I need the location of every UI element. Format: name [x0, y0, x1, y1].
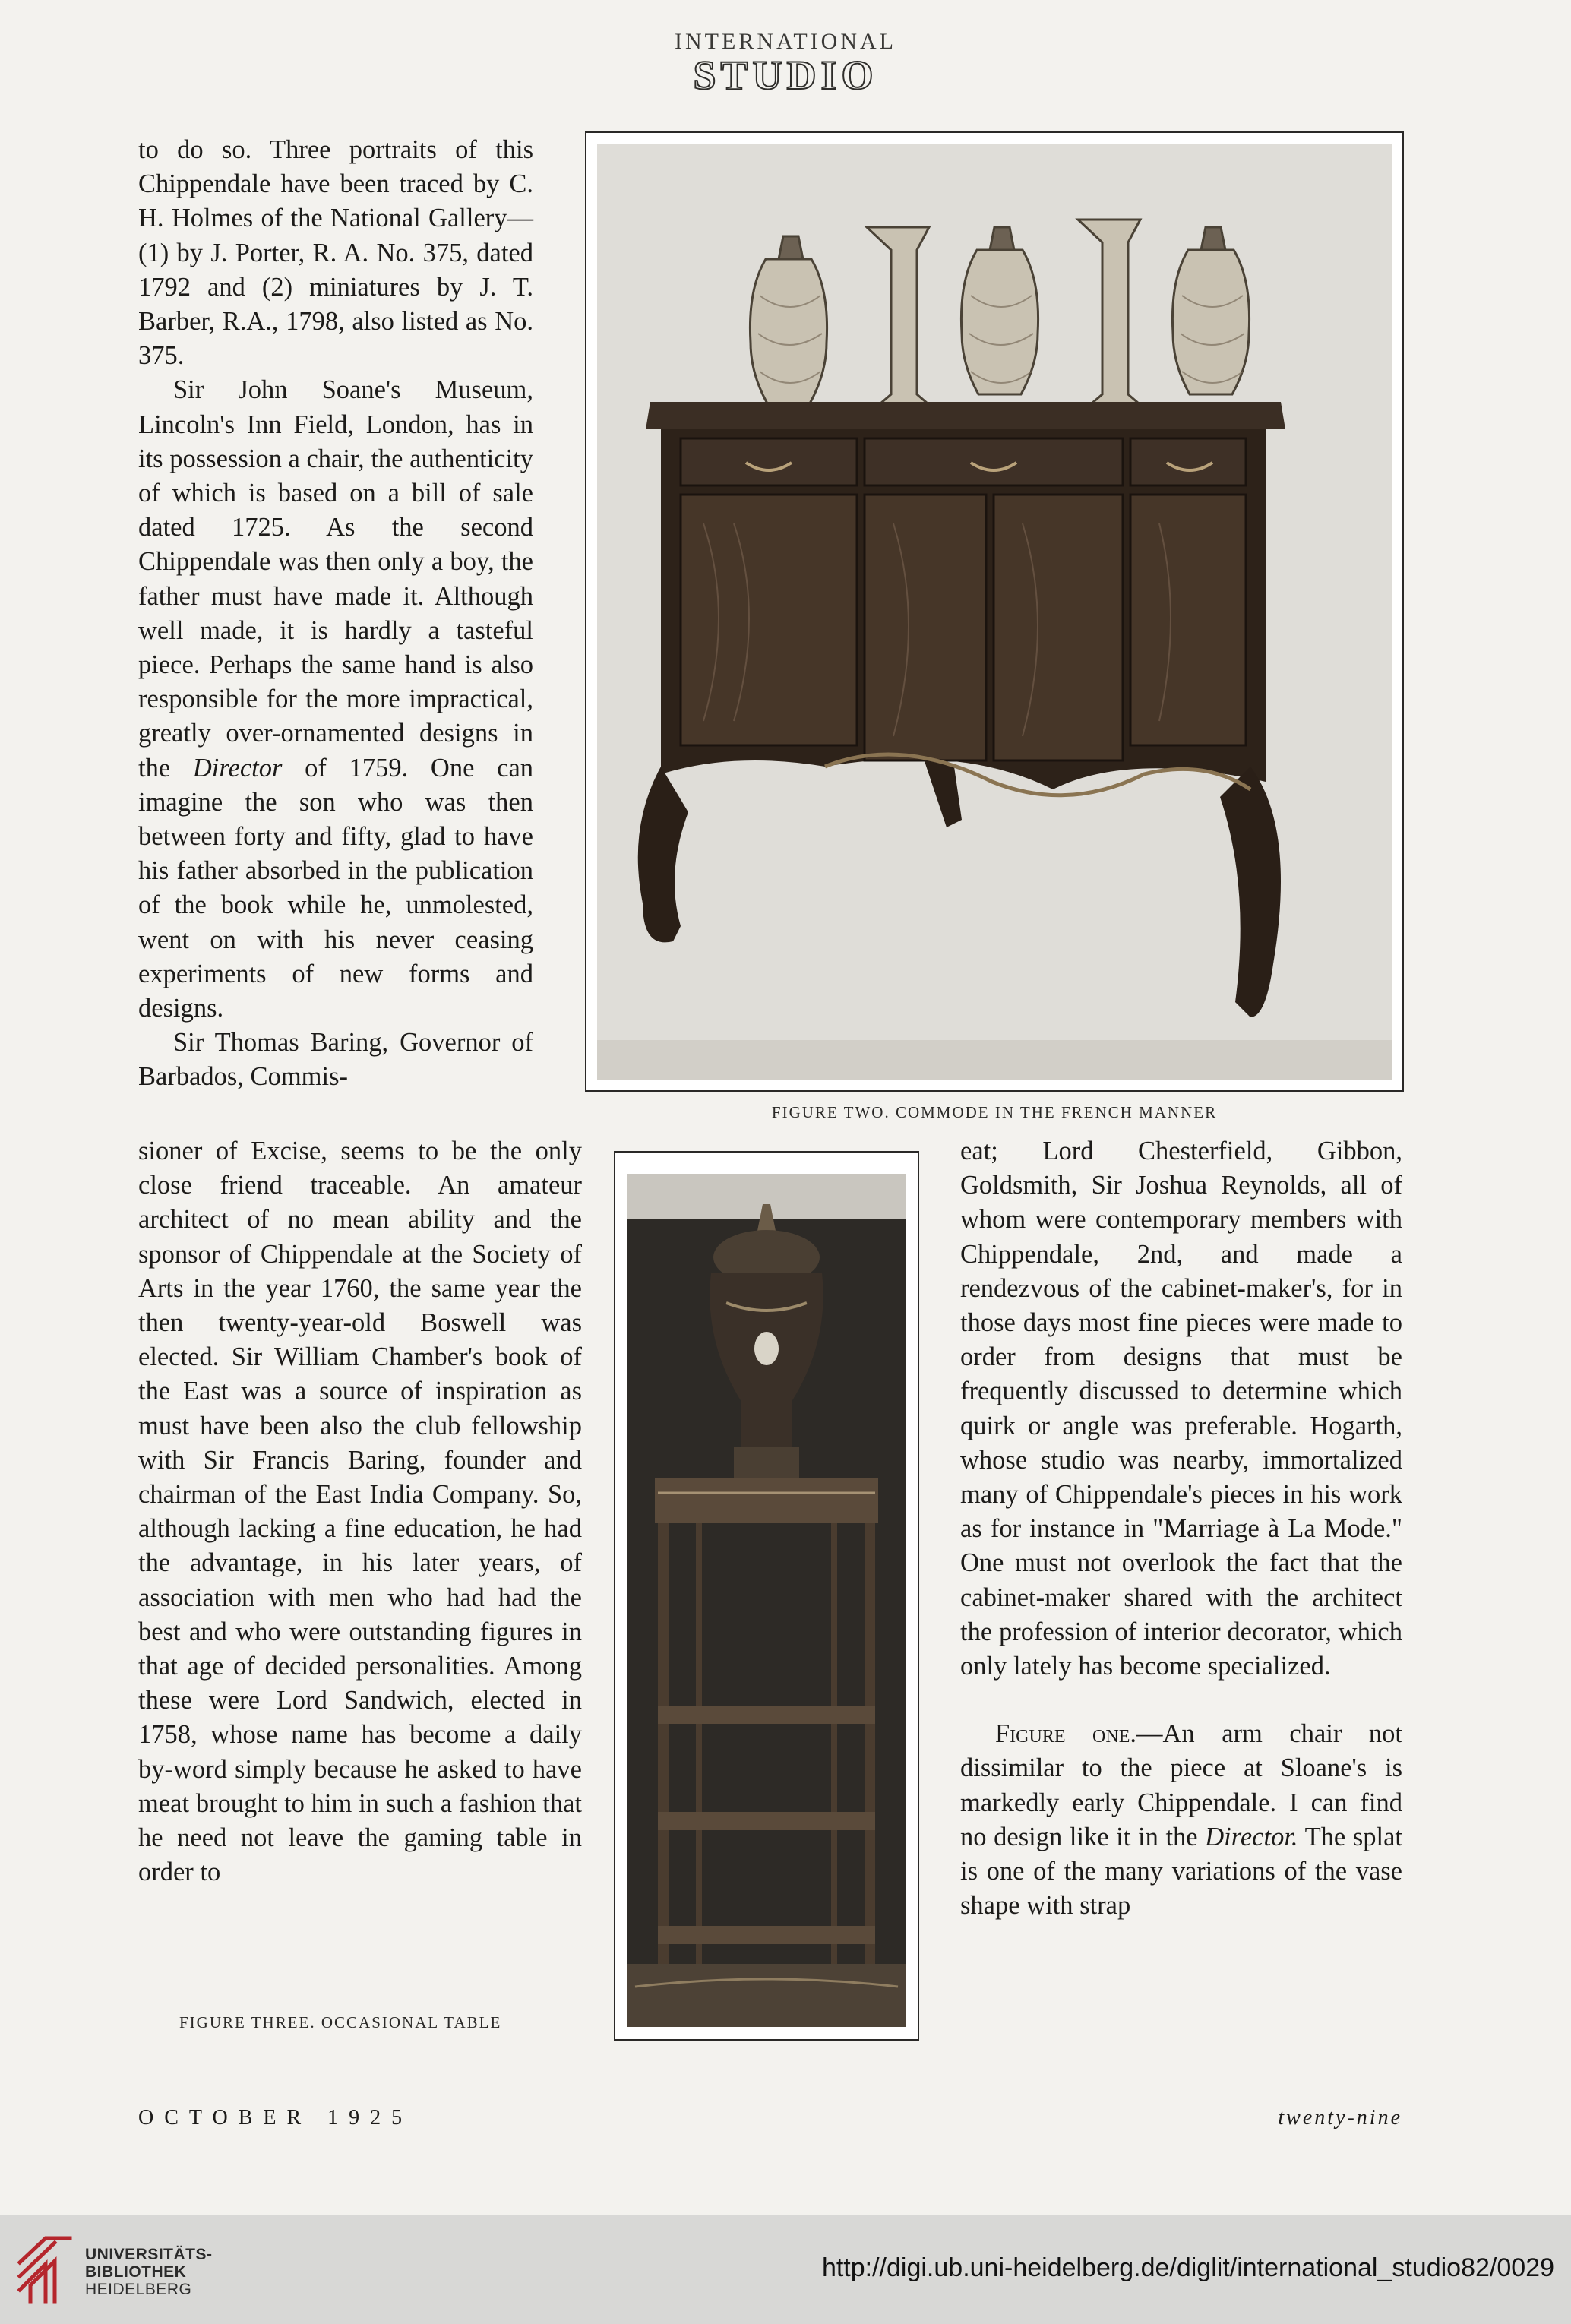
- figure-two-caption: FIGURE TWO. COMMODE IN THE FRENCH MANNER: [771, 1103, 1218, 1121]
- library-name-line1: UNIVERSITÄTS-: [85, 2246, 213, 2263]
- library-banner: [0, 2215, 1571, 2324]
- figure-one-text-b: The splat is one of the many variations of the vase shape with strap: [960, 1822, 1402, 1921]
- left-column-bottom: [138, 1134, 582, 1889]
- paragraph-soane-tail: of 1759. One can imagine the son who was then between forty and fifty, glad to have his father absorbed in the publication of the book while he, unmolested, went on with his never ceasing experiments of new forms and designs.: [138, 753, 534, 1023]
- library-name-line2: BIBLIOTHEK: [85, 2263, 187, 2281]
- paragraph-soane-museum: [138, 373, 533, 1026]
- paragraph-portraits: to do so. Three portraits of this Chippendale have been traced by C. H. Holmes of the National Gallery—(1) by J. Porter, R. A. No. 375, dated 1792 and (2) miniatures by J. T. Barber, R.A., 1798, also listed as No. 375.: [138, 135, 533, 371]
- heidelberg-library-logo-icon: [15, 2232, 74, 2305]
- figure-one-lead: Figure one.: [995, 1719, 1137, 1749]
- masthead-title: STUDIO: [693, 52, 878, 98]
- source-url-link[interactable]: http://digi.ub.uni-heidelberg.de/diglit/international_studio82/0029: [821, 2253, 1554, 2282]
- left-column-top: [138, 133, 533, 1095]
- paragraph-baring-start: Sir Thomas Baring, Governor of Barbados, Commis-: [138, 1028, 533, 1092]
- paragraph-figure-one: [960, 1717, 1402, 1923]
- director-title: Director: [192, 753, 283, 783]
- director-title-2: Director.: [1205, 1822, 1298, 1851]
- masthead-top-line: INTERNATIONAL: [675, 29, 896, 54]
- right-column: [960, 1134, 1402, 1923]
- footer-date: OCTOBER 1925: [138, 2106, 413, 2130]
- paragraph-soane-text: Sir John Soane's Museum, Lincoln's Inn Field, London, has in its possession a chair, the authenticity of which is based on a bill of sale dated 1725. As the second Chippendale was then only a boy, the father must have made it. Although well made, it is hardly a tasteful piece. Perhaps the same hand is also responsible for the more impractical, greatly over-ornamented designs in the: [138, 375, 533, 783]
- figure-three-caption: FIGURE THREE. OCCASIONAL TABLE: [179, 2013, 502, 2032]
- figure-three-photo-frame: [614, 1151, 919, 2041]
- commode-illustration: [597, 144, 1392, 1080]
- occasional-table-illustration: [627, 1174, 906, 2027]
- figure-two-photo-frame: [585, 131, 1404, 1092]
- library-name: [85, 2246, 213, 2298]
- paragraph-baring-continued: sioner of Excise, seems to be the only close friend traceable. An amateur architect of no mean ability and the sponsor of Chippendale at the Society of Arts in the year 1760, the same year the then twenty-year-old Boswell was elected. Sir William Chamber's book of the East was a source of inspiration as must have been also the club fellowship with Sir Francis Baring, founder and chairman of the East India Company. So, although lacking a fine education, he had the advantage, in his later years, of association with men who had had the best and who were outstanding figures in that age of decided personalities. Among these were Lord Sandwich, elected in 1758, whose name has become a daily by-word simply because he asked to have meat brought to him in such a fashion that he need not leave the gaming table in order to: [138, 1137, 582, 1887]
- library-name-line3: HEIDELBERG: [85, 2281, 192, 2298]
- occasional-table-photo: [627, 1174, 906, 2027]
- commode-photo: [597, 144, 1392, 1080]
- footer-page-number: twenty-nine: [1278, 2106, 1402, 2130]
- figure-one-text-a: —An arm chair not dissimilar to the piece at Sloane's is markedly early Chippendale. I can find no design like it in the: [960, 1719, 1402, 1851]
- paragraph-club-members: eat; Lord Chesterfield, Gibbon, Goldsmith, Sir Joshua Reynolds, all of whom were contemporary members with Chippendale, 2nd, and made a rendezvous of the cabinet-maker's, for in those days most fine pieces were made to order from designs that must be frequently discussed to determine which quirk or angle was preferable. Hogarth, whose studio was nearby, immortalized many of Chippendale's pieces in his work as for instance in "Marriage à La Mode." One must not overlook the fact that the cabinet-maker shared with the architect the profession of interior decorator, which only lately has become specialized.: [960, 1137, 1402, 1681]
